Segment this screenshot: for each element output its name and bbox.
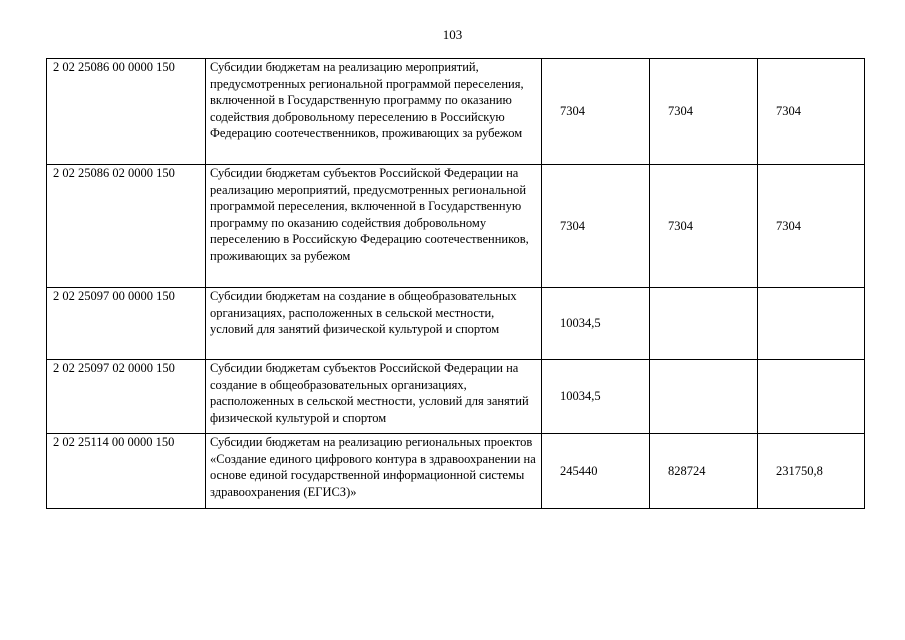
description-cell: Субсидии бюджетам на реализацию мероприятий, предусмотренных региональной программой переселения, включенной в Государственную программу по оказанию содействия добровольному переселению в Российскую Федерацию соотечественников, проживающих за рубежом <box>206 59 542 165</box>
table-row <box>47 434 865 509</box>
description-cell: Субсидии бюджетам на создание в общеобразовательных организациях, расположенных в сельской местности, условий для занятий физической культурой и спортом <box>206 288 542 360</box>
amount-year3-cell: 7304 <box>758 165 865 288</box>
amount-year1-cell: 245440 <box>542 434 650 509</box>
amount-year1-cell: 10034,5 <box>542 360 650 434</box>
budget-code-cell: 2 02 25114 00 0000 150 <box>47 434 206 509</box>
table-row <box>47 165 865 288</box>
budget-code-cell: 2 02 25097 02 0000 150 <box>47 360 206 434</box>
budget-code-cell: 2 02 25086 02 0000 150 <box>47 165 206 288</box>
description-cell: Субсидии бюджетам субъектов Российской Федерации на реализацию мероприятий, предусмотренных региональной программой переселения, включенной в Государственную программу по оказанию содействия добровольному переселению в Российскую Федерацию соотечественников, проживающих за рубежом <box>206 165 542 288</box>
budget-code-cell: 2 02 25086 00 0000 150 <box>47 59 206 165</box>
budget-code-cell: 2 02 25097 00 0000 150 <box>47 288 206 360</box>
budget-table <box>46 58 865 509</box>
table-row <box>47 360 865 434</box>
amount-year2-cell <box>650 288 758 360</box>
description-cell: Субсидии бюджетам субъектов Российской Федерации на создание в общеобразовательных организациях, расположенных в сельской местности, условий для занятий физической культурой и спортом <box>206 360 542 434</box>
description-cell: Субсидии бюджетам на реализацию региональных проектов «Создание единого цифрового контура в здравоохранении на основе единой государственной информационной системы здравоохранения (ЕГИСЗ)» <box>206 434 542 509</box>
amount-year3-cell <box>758 360 865 434</box>
amount-year3-cell: 7304 <box>758 59 865 165</box>
amount-year3-cell: 231750,8 <box>758 434 865 509</box>
amount-year2-cell <box>650 360 758 434</box>
amount-year1-cell: 7304 <box>542 59 650 165</box>
amount-year2-cell: 828724 <box>650 434 758 509</box>
amount-year2-cell: 7304 <box>650 59 758 165</box>
page-number: 103 <box>442 27 463 42</box>
amount-year3-cell <box>758 288 865 360</box>
table-row <box>47 288 865 360</box>
amount-year1-cell: 10034,5 <box>542 288 650 360</box>
amount-year2-cell: 7304 <box>650 165 758 288</box>
table-row <box>47 59 865 165</box>
amount-year1-cell: 7304 <box>542 165 650 288</box>
